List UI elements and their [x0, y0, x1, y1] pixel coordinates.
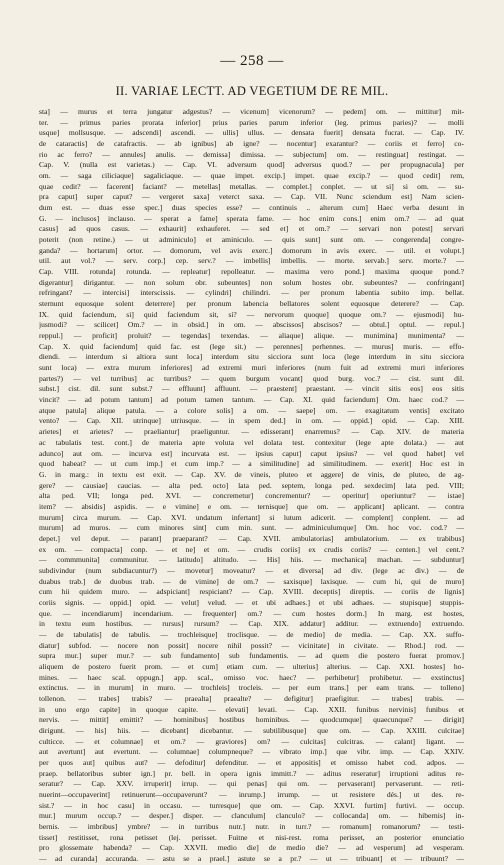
text-line: in uno ergo capite] in quoque capite. — elevati] levati. — Cap. XXII. funibus nervinis] funibus et [39, 704, 464, 714]
text-line: dirigunt. — his] hiis. — dicebant] dicebantur. — subtilibusque] que om. — Cap. XXIII. culcitae] [39, 725, 464, 735]
text-line: coriis signis. — oppid.] opid. — velut] velud. — et ubi adhaes.] et ubi adhaes. — stupisque] stuppis- [39, 597, 464, 607]
text-line: per quos aut] quibus aut? — defoditur] defenditur. — et appositis] et omisso habet cod. adpos. — [39, 757, 464, 767]
text-line: poterit (non retine.) — ut adminiculo] et aminiculo. — quis sunt] sunt om. — congerenda] congre- [39, 235, 464, 245]
text-line: mines. — haec scal. oppugn.] app. scal., omisso voc. haec? — perhibetur] prohibetur. — exstinctus] [39, 672, 464, 682]
text-line: refringant? — intercisi] interscissis. — cylindri] chilindri. — per pronum labentia subito imp. bellat. [39, 288, 464, 298]
text-line: quae cedit? — facerent] faciant? — metellas] metallas. — complet.] conplet. — ut si] si om. — su- [39, 181, 464, 191]
text-line: que. — incendiarum] incendarium. — frequenter] om.? — cum hostes dorm.] In marg. est hostes, [39, 608, 464, 618]
text-line: pro glossemate habenda? — Cap. XXVII. medio die] de medio die? — ad vesperum] ad vesperam. [39, 843, 464, 853]
section-heading: II. VARIAE LECTT. AD VEGETIUM DE RE MIL. [115, 84, 389, 98]
text-line: arietes] et arietes? — praeliantur] praeliguntur. — edisserant] enarremus? — Cap. XIV. de materia [39, 427, 464, 437]
text-line: usque] mollsusque. — adscendi] ascendi. — ullis] ullus. — densata fuerit] densata fucrat. — Cap. IV. [39, 128, 464, 138]
text-line: mur.] murum occup.? — desper.] disper. — clanculum] clanculo? — collocanda] om. — hibernis] in- [39, 811, 464, 821]
text-line: de cataractis] de catafractis. — ab ignibus] ab igne? — nocentur] exarantur? — coriis et ferro] co- [39, 139, 464, 149]
text-line: diatur] subfod. — nocere non possit] nocere nihil possit? — vicinitate] in civitate. — Rhod.] rod. — [39, 640, 464, 650]
text-line: casus] ad quos casus. — exhaurit] exhauferet. — sed et] et om.? — servari non potest] servari [39, 224, 464, 234]
text-line: praep. bellatoribus subter ign.] pr. bell. in opera ignis immitt.? — aditus reseratur] irruptioni aditus re- [39, 768, 464, 778]
text-line: — commmunita] communitur. — latitudo] altitudo. — His] hiis. — mechanica] machan. — subduntur] [39, 555, 464, 565]
text-line: atque patula] alique patula. — a colore solis] a om. — saepe] om. — exagitatum ventis] excitato [39, 405, 464, 415]
text-line: — de tabulatis] de tabulis. — trochleisque] troclisque. — de medio] de media. — Cap. XX. suffo- [39, 629, 464, 639]
text-line: sist.? — in hoc casu] in occasu. — turresque] que om. — Cap. XXVI. furtim] furtivi. — occup. [39, 800, 464, 810]
text-line: in textu eum hostibus. — rursus] rursum? — Cap. XIX. addatur] additur. — extruendo] extruendo. [39, 619, 464, 629]
page-number: — 258 — [220, 53, 284, 69]
text-line: ex om. — compacta] conp. — et ne] et om. — crudis coriis] ex crudis coriis? — centen.] vel cent.? [39, 544, 464, 554]
text-line: subst.] cist. dil. sunt subst.? — effluunt] affluunt. — praestent] praestant. — vincit sitis eos] eos sitis [39, 384, 464, 394]
apparatus-text [39, 107, 464, 865]
text-line: bernis. — imbribus] ymbre? — in turribus nutr.] nutr. in turr.? — romanum] romanorum? — testi- [39, 822, 464, 832]
text-line: sunt loca) — extra murum inferiores] ad extremi muri inferiores (num fuit ad extremi muri inferiores [39, 363, 464, 373]
text-line: IX. quid faciendum, si] quid faciendum sit, si? — nervorum quoque] quoque om.? — ejusmodi] hu- [39, 309, 464, 319]
text-line: duabus trab.] de duobus trab. — de vimine] de om.? — saxisque] laxisque. — cum hi, qui de muro] [39, 576, 464, 586]
text-line: depet.] vel deput. — parant] praeparant? — Cap. XVII. ambulatorias] ambulatorium. — ex trabibus] [39, 533, 464, 543]
text-line: supra mur.] super mur.? — sub fundamento] sub fundamentis. — ad quem die postero fuerat promov.] [39, 651, 464, 661]
text-line: vincit? — ad potum tantum] ad potum tamen tantum. — Cap. XI. quid faciendum] Om. haec cod.? — [39, 395, 464, 405]
text-line: nervis. — mittit] emittit? — hominibus] hostibus hominibus. — quodcumque] quaecunque? — dirigit] [39, 715, 464, 725]
text-line: alta ped. VII; longa ped. XVI. — concremetur] concrementur? — operitur] operiuntur? — istae] [39, 491, 464, 501]
text-line: diendi. — interdum si altiora sunt loca] interdum situ sicciora sunt loca (lege interdum in situ sicciora [39, 352, 464, 362]
text-line: reppul.] — proficit] proluit? — tegendas] texendas. — aliaque] alique. — munimina] munimenta? — [39, 331, 464, 341]
text-line: jusmodi? — scilicet] Om.? — in obsid.] in om. — abscissos] abscisos? — obtul.] optul. — repul.] [39, 320, 464, 330]
text-line: dum est. — duas esse spec.] duas species esse? — continuis .. alterum cum] Haec verba desunt in [39, 203, 464, 213]
text-line: adunco] aut om. — incurva est] incurvata est. — ipsius caput] caput ipsius? — vel quod habet] vel [39, 448, 464, 458]
text-line: culticce. — et columnae] et om.? — graviores] om? — culcitas] culcitras. — calant] ligant. — [39, 736, 464, 746]
text-line: sta] — murus et terra jungatur adgestus? — vicenum] vicenorum? — pedem] om. — mittitur] mit- [39, 107, 464, 116]
text-line: ac tabulatis test. cont.] de materia apte voluta vel dolata test. contexitur (lege apte dolata.) — aut [39, 437, 464, 447]
text-line: ter. — primus paries prorata inferior] prius paries parum inferior (leg. primus paries)? — molli [39, 117, 464, 127]
text-line: murum] circa murum. — Cap. XVI. undatum infertant] si lutum adicerit. — complent] conplent. — ad [39, 512, 464, 522]
text-line: ganda? — hortarum] ortor. — domorum, vel avis exerc.] domorum in avis exerc. — util. et volupt.] [39, 245, 464, 255]
text-line: aliquem de postero fuerit prom. — et cum] etiam cum. — ulterius] alterius. — Cap. XXI. hostes] ho- [39, 661, 464, 671]
text-line: item? — absidis] aspidis. — e vimine] e om. — ternisque] que om. — applicant] aplicant. — contra [39, 501, 464, 511]
text-line: vento? — Cap. XII. utrinque] utriusque. — in spem ded.] in om. — oppid.] opid. — Cap. XIII. [39, 416, 464, 426]
text-line: aut avertunt] aut evertunt. — columnae] columpneque? — vibrato imp.] que vibr. imp. — Cap. XXIV. [39, 747, 464, 757]
text-line: digerantur] dirigantur. — non solum obr. subeuntes] non solum hostes obr. subeuntes? — confringant] [39, 277, 464, 287]
text-line: seratur? — Cap. XXV. irruperit] irrup. — qui penas] qui om. — pervaserant] pervaserunt. — reti- [39, 779, 464, 789]
text-line: Cap. X. quid faciendum] quid fac. est (lege sit.) — perennes] perhennes. — murus] muris. — effo- [39, 341, 464, 351]
text-line: G. in marg.: in textu est exit. — Cap. XV. de vineis, pluteo et aggere] de vinis, de pluteo, de ag- [39, 469, 464, 479]
text-line: murum] ad muros. — cum minores sint] cum min. sunt. — adminiculumque] Om. hoc voc. cod.? — [39, 523, 464, 533]
text-line: cum hii quidem muro. — adspiciant] respiciant? — Cap. XVIII. deceptis] direptis. — coriis de lignis] [39, 587, 464, 597]
text-line: Cap. VIII. rotunda] rotunda. — repleatur] repolleatur. — maxima vero pond.] maxima quoque pond.? [39, 267, 464, 277]
text-line: gere? — causiae] caucias. — alta ped. octo] lata ped. septem, longa ped. sexdecim] lata ped. VIII; [39, 480, 464, 490]
text-line: sternunt equosque solent deterrere] per pronum labencia bellatores solent equosque deterere? — Cap. [39, 299, 464, 309]
text-line: rio ac ferro? — annules] anulis. — demissa] dimissa. — subjectum] om. — restinguat] restingat. — [39, 149, 464, 159]
text-line: G. — inclusos] inclauso. — sperat a fame] sperata fame. — hoc enim cons.] enim om.? — ad quat [39, 213, 464, 223]
text-line: extinctus. — in murum] in muro. — trochleis] trocleis. — per eum trans.] per eam trans. — tolleno] [39, 683, 464, 693]
text-line: — ad curanda] accuranda. — astu se a prael.] astute se a pr.? — ut — tribuant] et — tribuunt? — [39, 854, 464, 864]
text-line: om. — saga ciliciaque] sagaliciaque. — quae impet. excip.] impet. quae excip.? — quod cedit] rem, [39, 171, 464, 181]
text-line: pra caput] super caput? — vergeret saxa] veterct saxa. — Cap. VII. Nunc sciendum est] Nam scien- [39, 192, 464, 202]
text-line: util. aut vol.? — serv. corp.] cep. serv.? — imbellis] imbellis. — morte. servab.] serv. morte.? — [39, 256, 464, 266]
text-line: nuerint—occupaverint] retinuerunt—occupaverunt? — inrump.] irrump. — ut resistere dés.] ut des. re- [39, 790, 464, 799]
text-line: Cap. V. (nulla est varietas.) — Cap. VI. adversum quod] adversus quod.? — per propugnacula] per [39, 160, 464, 170]
text-line: partes?) — vel turribus] ac turribus? — quem burgum vocant] quod burg. voc.? — cist. sunt dil. [39, 373, 464, 383]
text-line: subdivindur (num subdiacuntur?) — movetur] moveatur? — et diversa] ad div. (lege ac div.) — de [39, 565, 464, 575]
text-line: tollenon. — trabes] trabis? — praealta] praealte? — defigitur] praefigitur. — trabes] trabis. — [39, 693, 464, 703]
text-line: tisset] restitisset, rona petisset (lej. perisset. Fuitne et nisi-rest. roma perisset, an posterior enunciatio [39, 832, 464, 842]
text-line: quod habeat? — ut cum imp.] et cum imp.? — a similitudine] ad similitudinem. — exerit] Hoc est in [39, 459, 464, 469]
